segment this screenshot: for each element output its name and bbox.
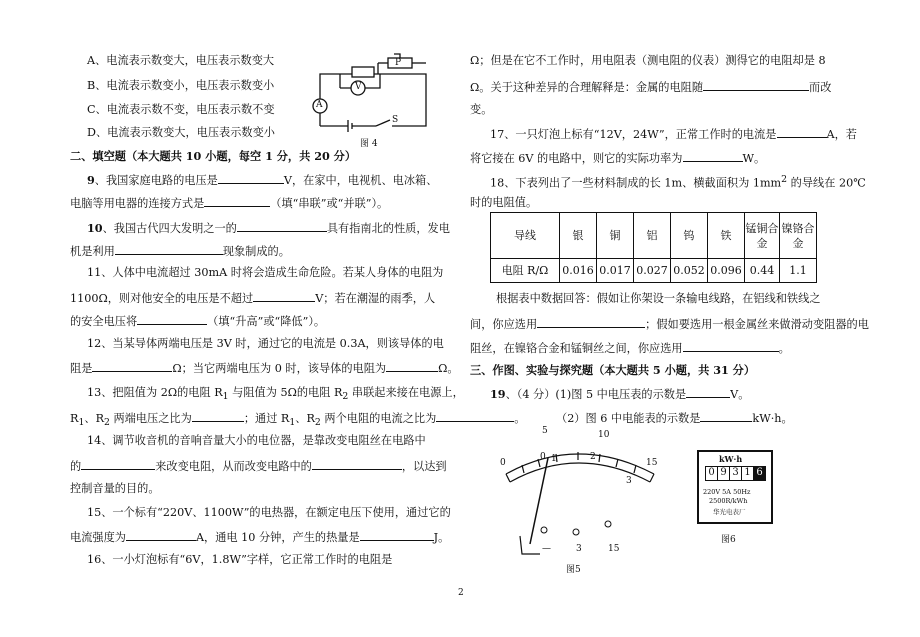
q18-line2: 时的电阻值。 [470, 196, 538, 209]
table-header-cell: 锰铜合金 [745, 213, 780, 259]
fig5-terminal-minus: — [542, 544, 551, 554]
q11-line2: 1100Ω，则对他安全的电压是不超过 V；若在潮湿的雨季，人 [70, 292, 436, 305]
meter-digit-decimal: 6 [754, 467, 765, 480]
q11-blank2[interactable] [137, 313, 207, 325]
table-header-cell: 钨 [671, 213, 708, 259]
figure-4-circuit [300, 50, 440, 134]
meter-unit-label: kW·h [719, 454, 743, 464]
table-cell: 0.096 [708, 259, 745, 283]
figure-5-voltmeter [498, 424, 678, 564]
meter-digit: 0 [706, 467, 718, 480]
q13-line2: $R_1$、$R_2$ 两端电压之比为 ；通过 $R_1$、$R_2$ 两个电阻的电流之比为 。 [70, 412, 526, 429]
q12-blank1[interactable] [92, 360, 172, 372]
table-header-cell: 铁 [708, 213, 745, 259]
option-c: C、电流表示数不变，电压表示数不变 [87, 103, 275, 116]
q9-line2: 电脑等用电器的连接方式是 （填“串联”或“并联”）。 [70, 197, 389, 210]
fig5-tick-lower-0: 0 [500, 458, 506, 468]
table-cell: 0.052 [671, 259, 708, 283]
fig4-label-a: A [316, 100, 323, 110]
meter-digit-row [705, 466, 766, 481]
section3-title: 三、作图、实验与探究题（本大题共 5 小题，共 31 分） [470, 363, 756, 377]
q19-line1: 19、（4 分）(1)图 5 中电压表的示数是 V。 [490, 387, 750, 401]
q19-blank2[interactable] [700, 410, 752, 422]
q17-blank1[interactable] [777, 126, 827, 138]
fig5-tick-lower-5: 5 [542, 426, 548, 436]
q16-line2: Ω；但是在它不工作时，用电阻表（测电阻的仪表）测得它的电阻却是 8 [470, 54, 826, 67]
table-header-cell: 导线 [491, 213, 560, 259]
option-d: D、电流表示数变大，电压表示数变小 [87, 126, 275, 139]
fig4-caption: 图 4 [360, 139, 378, 149]
q9-line1: 9、我国家庭电路的电压是 V，在家中，电视机、电冰箱、 [87, 173, 438, 187]
meter-spec: 220V 5A 50Hz [703, 488, 751, 496]
q16-blank[interactable] [703, 79, 809, 91]
q14-line3: 控制音量的目的。 [70, 482, 160, 495]
q10-blank1[interactable] [237, 220, 327, 232]
table-cell: 0.016 [560, 259, 597, 283]
table-row-label: 电阻 R/Ω [491, 259, 560, 283]
table-cell: 1.1 [780, 259, 817, 283]
q19-number: 19 [490, 387, 506, 401]
q18-line1: 18、下表列出了一些材料制成的长 1m、横截面积为 $1mm^2$ 的导线在 20℃ [490, 174, 866, 190]
table-cell: 0.027 [634, 259, 671, 283]
q13-blank2[interactable] [436, 410, 514, 422]
q10-line2: 机是利用 现象制成的。 [70, 245, 290, 258]
meter-digit: 9 [718, 467, 730, 480]
q11-blank1[interactable] [253, 290, 315, 302]
q18-blank1[interactable] [537, 316, 645, 328]
page-number: 2 [458, 588, 464, 598]
table-row [491, 259, 817, 283]
option-b: B、电流表示数变小，电压表示数变小 [87, 79, 275, 92]
fig5-tick-upper-0: 0 [540, 452, 546, 462]
q17-line1: 17、一只灯泡上标有“12V，24W”，正常工作时的电流是 A，若 [490, 128, 857, 141]
q16-line3: Ω。关于这种差异的合理解释是：金属的电阻随 而改 [470, 81, 832, 94]
q18-line3: 根据表中数据回答：假如让你架设一条输电线路，在铝线和铁线之 [496, 292, 821, 305]
q14-line2: 的 来改变电阻，从而改变电路中的 ，以达到 [70, 460, 447, 473]
fig5-terminal-15: 15 [608, 544, 620, 554]
q12-blank2[interactable] [386, 360, 438, 372]
fig5-caption: 图5 [566, 565, 581, 575]
table-cell: 0.44 [745, 259, 780, 283]
fig4-label-s: S [392, 115, 399, 125]
q17-blank2[interactable] [683, 150, 743, 162]
fig5-tick-upper-2: 2 [590, 452, 596, 462]
meter-maker: 华光电表厂 [713, 508, 746, 516]
q14-blank2[interactable] [312, 458, 402, 470]
q10-blank2[interactable] [115, 243, 223, 255]
q14-line1: 14、调节收音机的音响音量大小的电位器，是靠改变电阻丝在电路中 [87, 434, 426, 447]
q14-blank1[interactable] [81, 458, 155, 470]
meter-digit: 1 [742, 467, 754, 480]
q11-line3: 的安全电压将 （填“升高”或“降低”）。 [70, 315, 326, 328]
table-header-cell: 铝 [634, 213, 671, 259]
q9-number: 9 [87, 173, 95, 187]
table-header-row [491, 213, 817, 259]
fig6-caption: 图6 [721, 535, 736, 545]
fig5-tick-lower-10: 10 [598, 430, 610, 440]
q10-line1: 10、我国古代四大发明之一的 具有指南北的性质，发电 [87, 221, 450, 235]
meter-rate: 2500R/kWh [709, 497, 748, 505]
q16-line4: 变。 [470, 103, 493, 116]
q18-line5: 阻丝，在镍铬合金和锰铜丝之间，你应选用 。 [470, 342, 790, 355]
q13-line1: 13、把阻值为 2Ω的电阻 $R_1$ 与阻值为 5Ω的电阻 $R_2$ 串联起来接在电源上， [87, 386, 464, 403]
q19-blank1[interactable] [686, 386, 730, 398]
fig4-label-v: V [355, 82, 362, 92]
figure-6-energy-meter [697, 450, 773, 524]
q15-line2: 电流强度为 A，通电 10 分钟，产生的热量是 J。 [70, 531, 450, 544]
q12-line1: 12、当某导体两端电压是 3V 时，通过它的电流是 0.3A，则该导体的电 [87, 337, 444, 350]
q10-number: 10 [87, 221, 103, 235]
table-header-cell: 银 [560, 213, 597, 259]
q11-line1: 11、人体中电流超过 30mA 时将会造成生命危险。若某人身体的电阻为 [87, 266, 444, 279]
q15-blank2[interactable] [360, 529, 434, 541]
fig5-tick-upper-1: 1 [551, 454, 557, 464]
table-header-cell: 镍铬合金 [780, 213, 817, 259]
q12-line2: 阻是 Ω；当它两端电压为 0 时，该导体的电阻为 Ω。 [70, 362, 459, 375]
meter-digit: 3 [730, 467, 742, 480]
q19-line2: （2）图 6 中电能表的示数是 kW·h。 [556, 412, 793, 425]
q17-line2: 将它接在 6V 的电路中，则它的实际功率为 W。 [470, 152, 766, 165]
q15-line1: 15、一个标有“220V、1100W”的电热器，在额定电压下使用，通过它的 [87, 506, 451, 519]
q18-blank2[interactable] [683, 340, 779, 352]
option-a: A、电流表示数变大，电压表示数变大 [87, 54, 275, 67]
q9-blank2[interactable] [204, 195, 270, 207]
fig5-tick-upper-3: 3 [626, 476, 632, 486]
fig4-label-p: P [395, 58, 402, 68]
table-cell: 0.017 [597, 259, 634, 283]
resistance-table [490, 212, 817, 283]
q15-blank1[interactable] [126, 529, 196, 541]
q18-line4: 间，你应选用 ；假如要选用一根金属丝来做滑动变阻器的电 [470, 318, 869, 331]
fig5-terminal-3: 3 [576, 544, 582, 554]
section2-title: 二、填空题（本大题共 10 小题，每空 1 分，共 20 分） [70, 149, 357, 163]
q13-blank1[interactable] [192, 410, 244, 422]
q16-line1: 16、一小灯泡标有“6V，1.8W”字样，它正常工作时的电阻是 [87, 553, 393, 566]
table-header-cell: 铜 [597, 213, 634, 259]
fig5-tick-lower-15: 15 [646, 458, 658, 468]
q9-blank1[interactable] [218, 172, 284, 184]
